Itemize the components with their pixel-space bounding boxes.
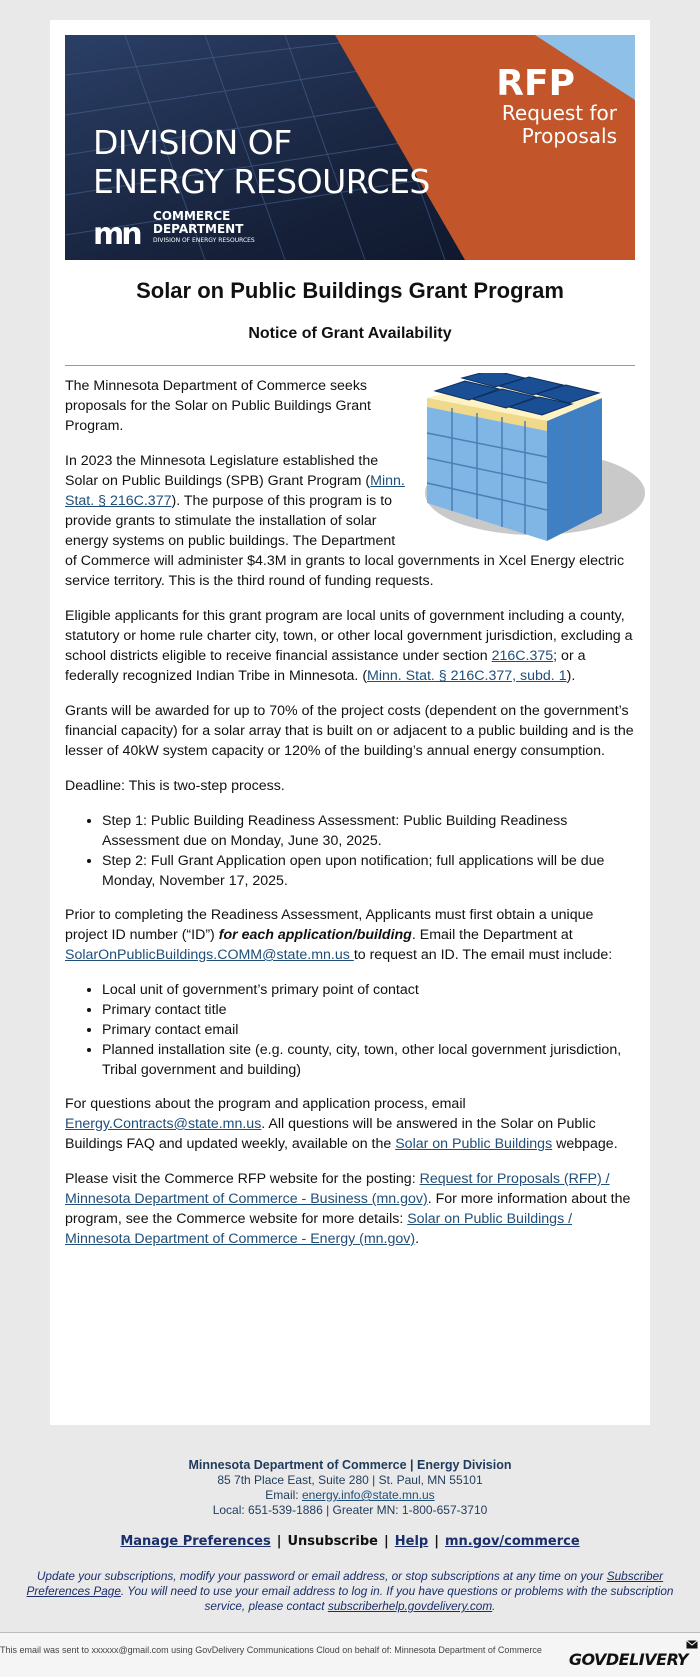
spb-energy-page-link[interactable]: Solar on Public Buildings / Minnesota Department of Commerce - Energy (mn.gov) [65, 1211, 573, 1247]
questions-paragraph [65, 1094, 635, 1154]
project-id-emphasis: for each application/building [218, 927, 412, 943]
questions-text-a: For questions about the program and application process, email [65, 1096, 466, 1112]
statute-216c377-link[interactable]: Minn. Stat. § 216C.377 [65, 473, 405, 509]
questions-text-c: webpage. [552, 1136, 618, 1152]
update-text-a: Update your subscriptions, modify your password or email address, or stop subscriptions at any time on your [36, 1569, 607, 1583]
dept-line-3: DIVISION OF ENERGY RESOURCES [153, 237, 255, 244]
email-requirement-item: • Local unit of government’s primary point of contact [102, 980, 635, 1000]
dept-line-2: DEPARTMENT [153, 222, 244, 236]
rfp-banner [65, 35, 635, 260]
visit-text-a: Please visit the Commerce RFP website for the posting: [65, 1171, 420, 1187]
divider [65, 365, 635, 366]
footer-address: 85 7th Place East, Suite 280 | St. Paul, MN 55101 [217, 1473, 483, 1487]
subscriber-preferences-link[interactable]: Subscriber Preferences Page [26, 1569, 664, 1598]
link-separator: | [434, 1534, 439, 1549]
email-requirement-item: • Planned installation site (e.g. county, city, town, other local government jurisdiction, Tribal government and building) [102, 1040, 635, 1080]
solar-building-icon [417, 373, 645, 543]
manage-preferences-link[interactable]: Manage Preferences [120, 1534, 271, 1549]
unsubscribe-link[interactable]: Unsubscribe [287, 1534, 378, 1549]
visit-text-c: . [415, 1231, 420, 1247]
statute-216c377-subd1-link[interactable]: Minn. Stat. § 216C.377, subd. 1 [367, 668, 567, 684]
deadline-step: • Step 2: Full Grant Application open upon notification; full applications will be due Monday, November 17, 2025. [102, 851, 635, 891]
footer-email-label: Email: [265, 1488, 302, 1502]
legislation-text-b: ). The purpose of this program is to provide grants to stimulate the installation of solar energy systems on public buildings. The Department of Commerce will administer $4.3M in grants to local governments in Xcel Energy electric service territory. This is the third round of funding requests. [65, 493, 625, 589]
sent-notice: This email was sent to xxxxxx@gmail.com using GovDelivery Communications Cloud on behalf of: Minnesota Department of Commerce [0, 1645, 542, 1655]
project-id-text-b: . Email the Department at [411, 927, 573, 943]
award-paragraph: Grants will be awarded for up to 70% of the project costs (dependent on the government’s financial capacity) for a solar array that is built on or adjacent to a public building and is the lesser of 40kW system capacity or 120% of the building’s annual energy consumption. [65, 703, 634, 759]
notice-body [65, 376, 635, 1264]
page-subtitle: Notice of Grant Availability [248, 325, 452, 342]
rfp-label: RFP [496, 63, 575, 104]
project-id-paragraph [65, 905, 635, 965]
mn-gov-commerce-link[interactable]: mn.gov/commerce [444, 1534, 580, 1549]
help-link[interactable]: Help [394, 1534, 429, 1549]
rfp-subtitle [502, 102, 617, 148]
deadline-step: • Step 1: Public Building Readiness Assessment: Public Building Readiness Assessment due on Monday, June 30, 2025. [102, 811, 635, 851]
statute-216c375-link[interactable]: 216C.375 [491, 648, 554, 664]
deadline-steps-list [65, 811, 635, 891]
footer-email-line [0, 1488, 700, 1503]
eligibility-paragraph [65, 606, 635, 686]
update-text-b: . You will need to use your email address to log in. If you have questions or problems with the subscription service, please contact [120, 1584, 674, 1613]
link-separator: | [276, 1534, 282, 1549]
rfp-subtitle-line-1: Request for [501, 101, 617, 125]
legislation-text-a: In 2023 the Minnesota Legislature established the Solar on Public Buildings (SPB) Grant Program ( [65, 453, 379, 489]
energy-contracts-email-link[interactable]: Energy.Contracts@state.mn.us [65, 1116, 262, 1132]
division-title [93, 123, 430, 201]
questions-text-b: . All questions will be answered in the Solar on Public Buildings FAQ and updated weekly, available on the [65, 1116, 596, 1152]
footer-org-name: Minnesota Department of Commerce | Energy Division [188, 1458, 512, 1472]
solar-public-buildings-link[interactable]: Solar on Public Buildings [395, 1136, 553, 1152]
visit-text-b: . For more information about the program, see the Commerce website for more details: [65, 1191, 631, 1227]
eligibility-text-a: Eligible applicants for this grant program are local units of government including a county, statutory or home rule charter city, town, or other local government jurisdiction, excluding a school districts eligible to receive financial assistance under section [65, 608, 633, 664]
rfp-subtitle-line-2: Proposals [521, 124, 617, 148]
eligibility-text-c: ). [566, 668, 576, 684]
email-card [50, 20, 650, 1425]
page-title: Solar on Public Buildings Grant Program [136, 278, 564, 303]
footer-email-link[interactable]: energy.info@state.mn.us [301, 1488, 435, 1502]
link-separator: | [384, 1534, 389, 1549]
intro-paragraph: The Minnesota Department of Commerce seeks proposals for the Solar on Public Buildings Grant Program. [65, 378, 371, 434]
division-title-line-1: DIVISION OF [93, 123, 292, 162]
eligibility-text-b: ; or a federally recognized Indian Tribe in Minnesota. ( [65, 648, 586, 684]
spb-email-link[interactable]: SolarOnPublicBuildings.COMM@state.mn.us [65, 947, 354, 963]
email-requirement-item: • Primary contact title [102, 1000, 635, 1020]
footer-phones: Local: 651-539-1886 | Greater MN: 1-800-657-3710 [212, 1503, 488, 1517]
envelope-icon [686, 1640, 698, 1649]
dept-line-1: COMMERCE [153, 209, 231, 223]
deadline-paragraph: Deadline: This is two-step process. [65, 778, 285, 794]
division-title-line-2: ENERGY RESOURCES [93, 162, 430, 201]
email-requirement-item: • Primary contact email [102, 1020, 635, 1040]
subscription-update-notice [5, 1569, 695, 1614]
govdelivery-logo: GOVDELIVERY [568, 1650, 688, 1669]
mn-logo: mn [93, 217, 140, 252]
email-footer [0, 1438, 700, 1614]
project-id-text-c: to request an ID. The email must include: [353, 947, 613, 963]
project-id-text-a: Prior to completing the Readiness Assessment, Applicants must first obtain a unique project ID number (“ID”) [65, 907, 594, 943]
visit-paragraph [65, 1169, 635, 1249]
subscriber-help-link[interactable]: subscriberhelp.govdelivery.com [327, 1599, 493, 1613]
rfp-page-link[interactable]: Request for Proposals (RFP) / Minnesota Department of Commerce - Business (mn.gov) [65, 1171, 610, 1207]
footer-links [0, 1534, 700, 1549]
commerce-department-logo-text [153, 210, 255, 245]
update-text-c: . [492, 1599, 496, 1613]
email-requirements-list [65, 980, 635, 1080]
